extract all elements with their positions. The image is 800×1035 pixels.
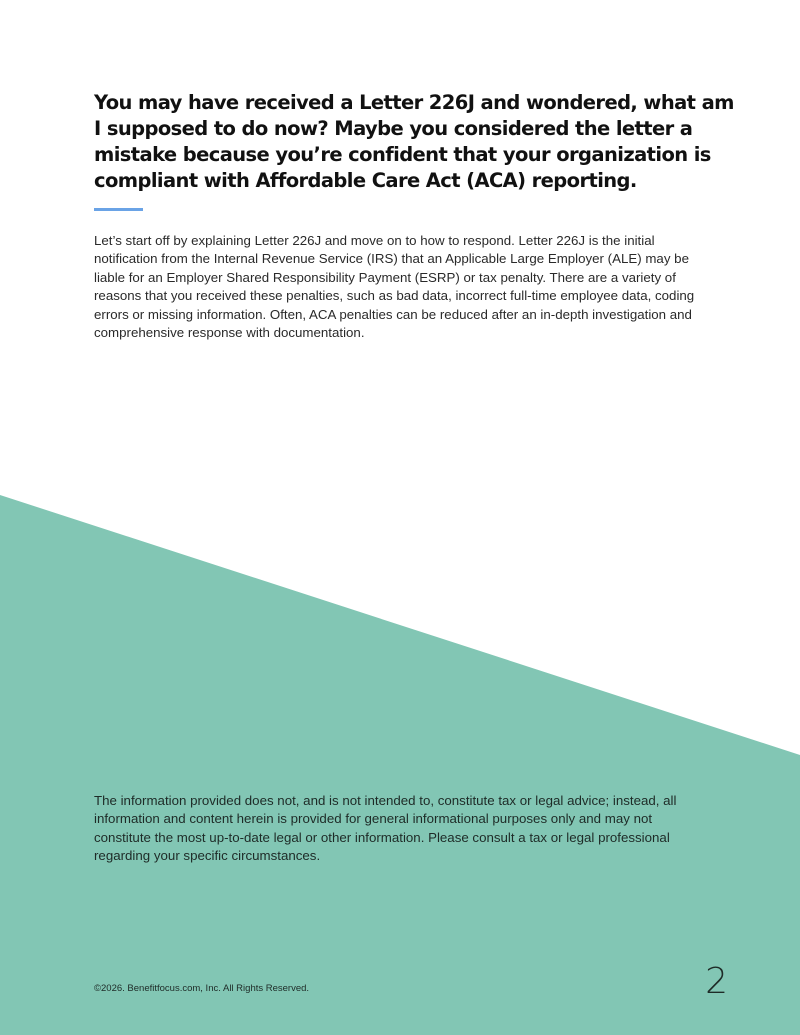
teal-diagonal-polygon <box>0 495 800 1035</box>
page-headline: You may have received a Letter 226J and wondered, what am I supposed to do now? Maybe you considered the letter a mistake because you’re confident that your organization is compliant with Affordable Care Act (ACA) reporting. <box>94 91 734 192</box>
intro-paragraph: Let’s start off by explaining Letter 226J and move on to how to respond. Letter 226J is the initial notification from the Internal Revenue Service (IRS) that an Applicable Large Employer (ALE) may be liable for an Employer Shared Responsibility Payment (ESRP) or tax penalty. There are a variety of reasons that you received these penalties, such as bad data, incorrect full-time employee data, coding errors or missing information. Often, ACA penalties can be reduced after an in-depth investigation and comprehensive response with documentation. <box>94 233 695 341</box>
page-number: 2 <box>705 961 728 1002</box>
accent-divider <box>94 208 143 211</box>
copyright-notice: ©2026. Benefitfocus.com, Inc. All Rights Reserved. <box>94 983 310 994</box>
disclaimer-paragraph: The information provided does not, and is not intended to, constitute tax or legal advice; instead, all information and content herein is provided for general informational purposes only and may not constitute the most up-to-date legal or other information. Please consult a tax or legal professional regarding your specific circumstances. <box>94 793 677 864</box>
